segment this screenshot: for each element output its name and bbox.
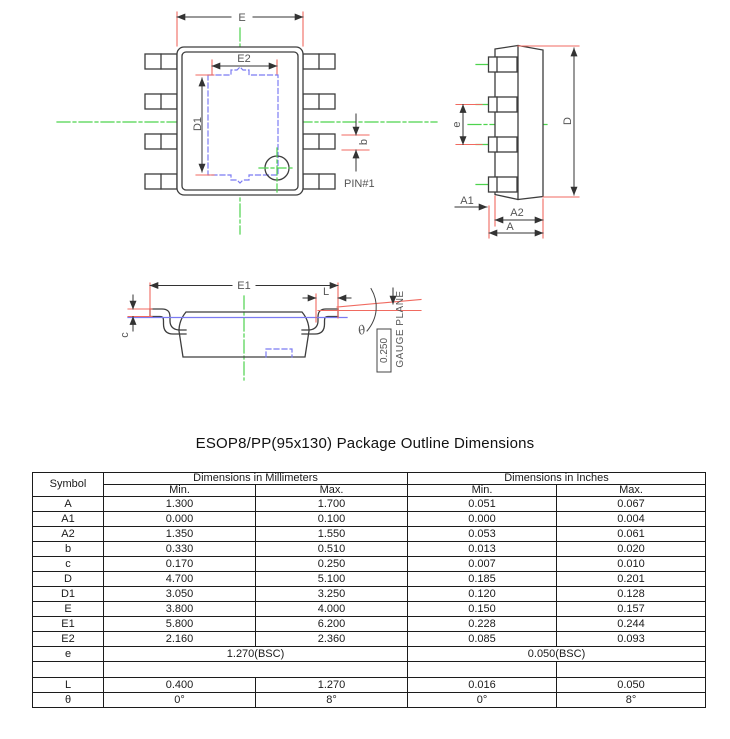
- cell-symbol: A: [33, 497, 104, 512]
- cell-mm-bsc: [104, 662, 408, 678]
- table-row: [33, 497, 706, 512]
- table-row: [33, 557, 706, 572]
- cell-mm-max: 2.360: [256, 632, 408, 647]
- cell-mm-max: 3.250: [256, 587, 408, 602]
- table-spacer-row: [33, 662, 706, 678]
- dim-label-A2: A2: [510, 207, 524, 219]
- cell-mm-max: 8°: [256, 693, 408, 708]
- table-row: [33, 527, 706, 542]
- table-row: [33, 617, 706, 632]
- cell-symbol: E2: [33, 632, 104, 647]
- dim-label-E1: E1: [237, 280, 251, 292]
- cell-mm-min: 0.330: [104, 542, 256, 557]
- cell-in-max: 0.128: [557, 587, 706, 602]
- cell-mm-min: 0°: [104, 693, 256, 708]
- cell-in-max: 0.010: [557, 557, 706, 572]
- cell-in-min: 0.185: [408, 572, 557, 587]
- table-row: [33, 572, 706, 587]
- cell-symbol: A2: [33, 527, 104, 542]
- cell-in-min: 0.150: [408, 602, 557, 617]
- col-header-inches: Dimensions in Inches: [408, 473, 706, 485]
- cell-mm-max: 4.000: [256, 602, 408, 617]
- cell-in-min: 0.000: [408, 512, 557, 527]
- cell-mm-min: 0.400: [104, 678, 256, 693]
- cell-in-min: 0.228: [408, 617, 557, 632]
- cell-in-min: 0.085: [408, 632, 557, 647]
- col-header-mm-min: Min.: [104, 485, 256, 497]
- side-view: [451, 46, 579, 239]
- cell-symbol: c: [33, 557, 104, 572]
- cell-mm-min: 3.800: [104, 602, 256, 617]
- pin1-label: PIN#1: [344, 178, 375, 190]
- cell-in-max: 0.020: [557, 542, 706, 557]
- cell-in-max: 8°: [557, 693, 706, 708]
- cell-in-min: 0.051: [408, 497, 557, 512]
- col-header-mm: Dimensions in Millimeters: [104, 473, 408, 485]
- table-row: [33, 602, 706, 617]
- col-header-symbol: Symbol: [33, 473, 104, 497]
- cell-in-max: 0.004: [557, 512, 706, 527]
- table-subheader-row: [33, 485, 706, 497]
- cell-in-min: 0.120: [408, 587, 557, 602]
- cell-symbol: D: [33, 572, 104, 587]
- gauge-value-label: 0.250: [379, 337, 390, 364]
- cell-in-min: 0°: [408, 693, 557, 708]
- cell-in-min: 0.053: [408, 527, 557, 542]
- col-header-mm-max: Max.: [256, 485, 408, 497]
- cell-in-max: 0.201: [557, 572, 706, 587]
- cell-in-min: 0.007: [408, 557, 557, 572]
- cell-mm-max: 0.510: [256, 542, 408, 557]
- cell-symbol: θ: [33, 693, 104, 708]
- cell-mm-max: 6.200: [256, 617, 408, 632]
- cell-symbol: [33, 662, 104, 678]
- table-row: [33, 632, 706, 647]
- cell-in-max: 0.093: [557, 632, 706, 647]
- cell-in-max: 0.067: [557, 497, 706, 512]
- table-header-row: [33, 473, 706, 485]
- cell-mm-min: 3.050: [104, 587, 256, 602]
- dim-label-A: A: [506, 221, 514, 233]
- table-row: [33, 678, 706, 693]
- cell-in-max: 0.157: [557, 602, 706, 617]
- cell-symbol: E1: [33, 617, 104, 632]
- cell-in-min: [408, 662, 557, 678]
- col-header-in-max: Max.: [557, 485, 706, 497]
- cell-mm-max: 0.100: [256, 512, 408, 527]
- cell-symbol: b: [33, 542, 104, 557]
- cell-mm-min: 1.350: [104, 527, 256, 542]
- table-row: [33, 512, 706, 527]
- col-header-in-min: Min.: [408, 485, 557, 497]
- cell-in-bsc: 0.050(BSC): [408, 647, 706, 662]
- front-view: [119, 280, 421, 380]
- cell-mm-max: 1.700: [256, 497, 408, 512]
- cell-mm-min: 2.160: [104, 632, 256, 647]
- cell-symbol: L: [33, 678, 104, 693]
- dim-label-E2: E2: [237, 53, 251, 65]
- dim-label-D1: D1: [192, 116, 204, 132]
- cell-symbol: e: [33, 647, 104, 662]
- dim-label-e: e: [451, 121, 463, 128]
- cell-mm-bsc: 1.270(BSC): [104, 647, 408, 662]
- cell-mm-min: 0.170: [104, 557, 256, 572]
- page-title: ESOP8/PP(95x130) Package Outline Dimensions: [195, 435, 535, 452]
- table-row: [33, 587, 706, 602]
- table-row: [33, 693, 706, 708]
- dim-label-b: b: [358, 138, 370, 146]
- cell-symbol: A1: [33, 512, 104, 527]
- front-pad-mark: [266, 349, 292, 357]
- dim-label-D: D: [562, 117, 574, 125]
- cell-in-min: 0.013: [408, 542, 557, 557]
- cell-in-max: 0.050: [557, 678, 706, 693]
- table-row: [33, 542, 706, 557]
- cell-in-max: 0.061: [557, 527, 706, 542]
- dim-label-L: L: [322, 286, 330, 298]
- dimensions-table: [32, 472, 706, 708]
- cell-in-max: [557, 662, 706, 678]
- cell-mm-max: 5.100: [256, 572, 408, 587]
- cell-symbol: D1: [33, 587, 104, 602]
- cell-mm-max: 1.550: [256, 527, 408, 542]
- top-view: [57, 12, 437, 234]
- cell-mm-max: 0.250: [256, 557, 408, 572]
- cell-mm-max: 1.270: [256, 678, 408, 693]
- cell-in-max: 0.244: [557, 617, 706, 632]
- dim-label-theta: θ: [356, 322, 368, 338]
- gauge-plane-label: GAUGE PLANE: [395, 290, 406, 368]
- cell-mm-min: 4.700: [104, 572, 256, 587]
- cell-mm-min: 0.000: [104, 512, 256, 527]
- cell-in-min: 0.016: [408, 678, 557, 693]
- cell-symbol: E: [33, 602, 104, 617]
- table-row-e-bsc: [33, 647, 706, 662]
- dim-label-E: E: [238, 12, 246, 24]
- cell-mm-min: 1.300: [104, 497, 256, 512]
- dim-label-A1: A1: [460, 195, 474, 207]
- cell-mm-min: 5.800: [104, 617, 256, 632]
- dim-label-c: c: [119, 332, 131, 338]
